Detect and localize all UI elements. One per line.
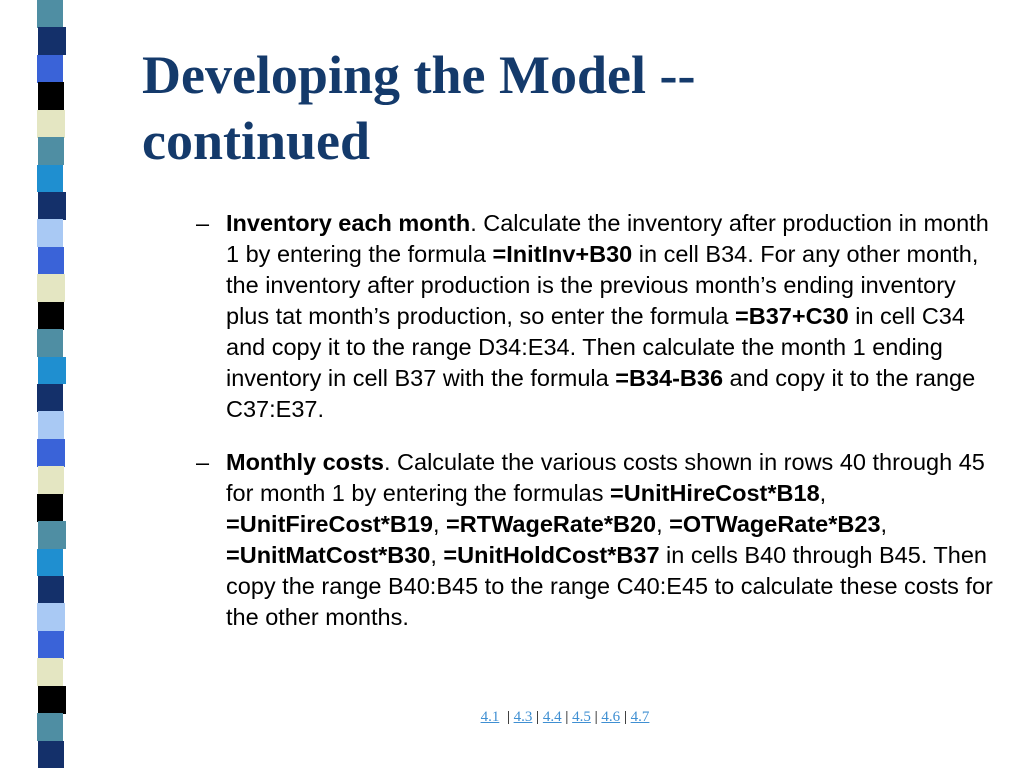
nav-link-4-7[interactable]: 4.7 [630, 709, 650, 725]
bullet-monthly-costs [196, 447, 996, 633]
stripe-segment [38, 357, 66, 385]
slide-title [142, 42, 1002, 174]
stripe-segment [37, 0, 63, 28]
nav-link-4-3[interactable]: 4.3 [513, 709, 533, 725]
stripe-segment [38, 576, 64, 604]
text-run: and copy it to the range C37:E37. [226, 365, 976, 422]
stripe-segment [38, 521, 66, 549]
stripe-segment [38, 27, 66, 55]
stripe-segment [38, 466, 64, 494]
nav-link-4-4[interactable]: 4.4 [542, 709, 562, 725]
bullet-list [196, 208, 996, 633]
nav-link-4-5[interactable]: 4.5 [572, 709, 591, 725]
stripe-segment [37, 55, 63, 83]
stripe-segment [38, 741, 64, 768]
stripe-segment [37, 110, 65, 138]
bullet-inventory-each-month [196, 208, 996, 425]
stripe-segment [37, 165, 63, 193]
stripe-segment [37, 274, 65, 302]
text-run: . Calculate the inventory after production in month 1 by entering the formula [226, 210, 989, 267]
stripe-segment [37, 494, 63, 522]
nav-separator: | [506, 709, 510, 725]
text-run: , [432, 511, 447, 537]
nav-separator: | [623, 709, 627, 725]
nav-separator: | [565, 709, 569, 725]
bold-text-run: =InitInv+B30 [492, 241, 633, 267]
text-run: . Calculate the various costs shown in rows 40 through 45 for month 1 by entering the formulas [226, 449, 985, 506]
slide-title-line-2: continued [142, 111, 371, 171]
stripe-segment [38, 631, 64, 659]
bold-text-run: =UnitHireCost*B18 [610, 480, 820, 506]
stripe-segment [37, 329, 63, 357]
text-run: , [656, 511, 670, 537]
bold-text-run: =UnitFireCost*B19 [226, 511, 433, 537]
stripe-segment [37, 549, 63, 577]
bold-text-run: Inventory each month [226, 210, 471, 236]
stripe-segment [37, 219, 63, 247]
bullet-text [226, 208, 996, 425]
stripe-segment [38, 247, 64, 275]
text-run: , [880, 511, 888, 537]
text-run: , [819, 480, 827, 506]
stripe-segment [38, 411, 64, 439]
text-run: in cell B34. For any other month, the inventory after production is the previous month’s ending inventory plus tat month’s production, so enter the formula [226, 241, 979, 329]
bullet-dash: – [196, 210, 210, 236]
bold-text-run: =UnitMatCost*B30 [226, 542, 431, 568]
slide-title-line-1: Developing the Model -- [142, 45, 696, 105]
nav-link-4-6[interactable]: 4.6 [601, 709, 621, 725]
text-run: in cells B40 through B45. Then copy the range B40:B45 to the range C40:E45 to calculate these costs for the other months. [226, 542, 993, 630]
stripe-segment [37, 603, 65, 631]
stripe-segment [37, 439, 65, 467]
nav-separator: | [536, 709, 540, 725]
bold-text-run: =B34-B36 [615, 365, 724, 391]
bold-text-run: =OTWageRate*B23 [669, 511, 881, 537]
stripe-segment [38, 82, 64, 110]
bold-text-run: =RTWageRate*B20 [446, 511, 657, 537]
slide-navigation [0, 707, 1024, 727]
stripe-segment [38, 137, 64, 165]
stripe-segment [37, 384, 63, 412]
bullet-dash: – [196, 449, 210, 475]
text-run: , [430, 542, 444, 568]
bold-text-run: Monthly costs [226, 449, 384, 475]
text-run: in cell C34 and copy it to the range D34:E34. Then calculate the month 1 ending inventory in cell B37 with the formula [226, 303, 965, 391]
bold-text-run: =UnitHoldCost*B37 [443, 542, 660, 568]
stripe-segment [38, 192, 66, 220]
nav-link-4-1[interactable]: 4.1 [480, 709, 500, 725]
stripe-segment [38, 302, 64, 330]
bold-text-run: =B37+C30 [735, 303, 849, 329]
stripe-segment [37, 658, 63, 686]
bullet-text [226, 447, 996, 633]
nav-separator: | [594, 709, 598, 725]
